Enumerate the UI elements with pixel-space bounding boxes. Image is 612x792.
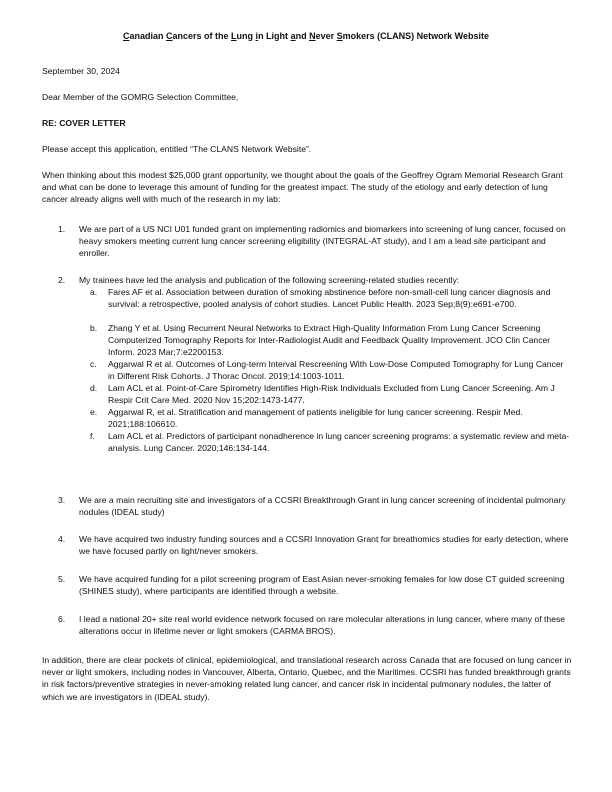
intro-paragraph: Please accept this application, entitled “The CLANS Network Website”. — [42, 144, 312, 154]
title-text: ancers of the — [172, 31, 232, 41]
title-initial: C — [123, 31, 130, 41]
numbered-item-4 — [42, 533, 572, 557]
reference-letter: a. — [90, 287, 98, 297]
reference-letter: c. — [90, 359, 97, 369]
reference-b — [42, 322, 572, 359]
letter-date: September 30, 2024 — [42, 66, 120, 76]
numbered-item-1 — [42, 223, 572, 260]
title-initial: a — [290, 31, 296, 41]
reference-letter: e. — [90, 407, 98, 417]
numbered-item-6 — [42, 613, 572, 637]
title-initial: N — [309, 31, 316, 41]
reference-f — [42, 430, 572, 454]
title-text: ung — [236, 31, 256, 41]
reference-text: Aggarwal R et al. Outcomes of Long-term Interval Rescreening With Low-Dose Computed Tomography for Lung Cancer in Different Risk Cohorts. J Thorac Oncol. 2019;14:1003-1011. — [108, 359, 564, 382]
reference-d — [42, 382, 572, 406]
reference-text: Zhang Y et al. Using Recurrent Neural Networks to Extract High-Quality Information From Lung Cancer Screening Computerized Tomography Reports for Inter-Radiologist Audit and Feedback Quality Improvement. JCO Clin Cancer Inform. 2023 Mar;7:e2200153. — [108, 323, 551, 358]
document-title — [0, 30, 612, 42]
item-number: 1. — [58, 224, 66, 234]
salutation: Dear Member of the GOMRG Selection Committee, — [42, 92, 239, 102]
reference-text: Aggarwal R, et al. Stratification and management of patients ineligible for lung cancer screening. Respir Med. 2021;188:106610. — [108, 407, 523, 430]
item-text: My trainees have led the analysis and publication of the following screening-related studies recently: — [79, 275, 460, 285]
title-initial: i — [255, 31, 259, 41]
reference-e — [42, 406, 572, 430]
title-initial: S — [336, 31, 343, 41]
item-number: 4. — [58, 534, 66, 544]
re-line: RE: COVER LETTER — [42, 118, 126, 128]
title-initial: L — [231, 31, 237, 41]
item-number: 6. — [58, 614, 66, 624]
item-text: I lead a national 20+ site real world evidence network focused on rare molecular alterations in lung cancer, where many of these alterations occur in lifetime never or light smokers (CARMA BROS). — [79, 614, 566, 637]
title-text: mokers (CLANS) Network Website — [342, 31, 489, 41]
title-text: n Light — [258, 31, 291, 41]
item-text: We have acquired two industry funding sources and a CCSRI Innovation Grant for breathomics studies for early detection, where we have focused partly on light/never smokers. — [79, 534, 569, 557]
title-text: ever — [315, 31, 337, 41]
item-text: We have acquired funding for a pilot screening program of East Asian never-smoking females for low dose CT guided screening (SHINES study), where participants are identified through a website. — [79, 574, 565, 597]
reference-text: Lam ACL et al. Point-of-Care Spirometry Identifies High-Risk Individuals Excluded from Lung Cancer Screening. Am J Respir Crit Care Med. 2020 Nov 15;202:1473-1477. — [108, 383, 555, 406]
numbered-item-2 — [42, 274, 572, 286]
reference-letter: f. — [90, 431, 95, 441]
body-paragraph-1: When thinking about this modest $25,000 grant opportunity, we thought about the goals of the Geoffrey Ogram Memorial Research Grant and what can be done to leverage this amount of funding for the greatest impact. The study of the etiology and early detection of lung cancer already aligns well with much of the research in my lab: — [42, 170, 563, 205]
title-text: nd — [295, 31, 310, 41]
title-text: anadian — [129, 31, 167, 41]
item-text: We are a main recruiting site and investigators of a CCSRI Breakthrough Grant in lung cancer screening of incidental pulmonary nodules (IDEAL study) — [79, 495, 566, 518]
reference-letter: d. — [90, 383, 98, 393]
reference-text: Fares AF et al. Association between duration of smoking abstinence before non-small-cell lung cancer diagnosis and survival: a retrospective, pooled analysis of cohort studies. Lancet Public Health. 2023 Sep;8(9):e691-e700. — [108, 287, 551, 310]
body-paragraph-2: In addition, there are clear pockets of clinical, epidemiological, and translational research across Canada that are focused on lung cancer in never or light smokers, including nodes in Vancouver, Alberta, Ontario, Quebec, and the Maritimes. CCSRI has funded breakthrough grants in risk factors/preventive strategies in never-smoking related lung cancer, and cancer risk in incidental pulmonary nodules, the latter of which we are investigators in (IDEAL study). — [42, 655, 572, 702]
title-initial: C — [166, 31, 173, 41]
item-number: 5. — [58, 574, 66, 584]
item-number: 3. — [58, 495, 66, 505]
item-number: 2. — [58, 275, 66, 285]
item-text: We are part of a US NCI U01 funded grant on implementing radiomics and biomarkers into screening of lung cancer, focused on heavy smokers meeting current lung cancer screening eligibility (INTEGRAL-AT study), and I am a lead site participant and enroller. — [79, 224, 566, 259]
reference-c — [42, 358, 572, 382]
numbered-item-5 — [42, 573, 572, 597]
reference-letter: b. — [90, 323, 98, 333]
numbered-item-3 — [42, 494, 572, 518]
reference-text: Lam ACL et al. Predictors of participant nonadherence in lung cancer screening programs: a systematic review and meta-analysis. Lung Cancer. 2020;146:134-144. — [108, 431, 570, 454]
reference-a — [42, 286, 572, 310]
